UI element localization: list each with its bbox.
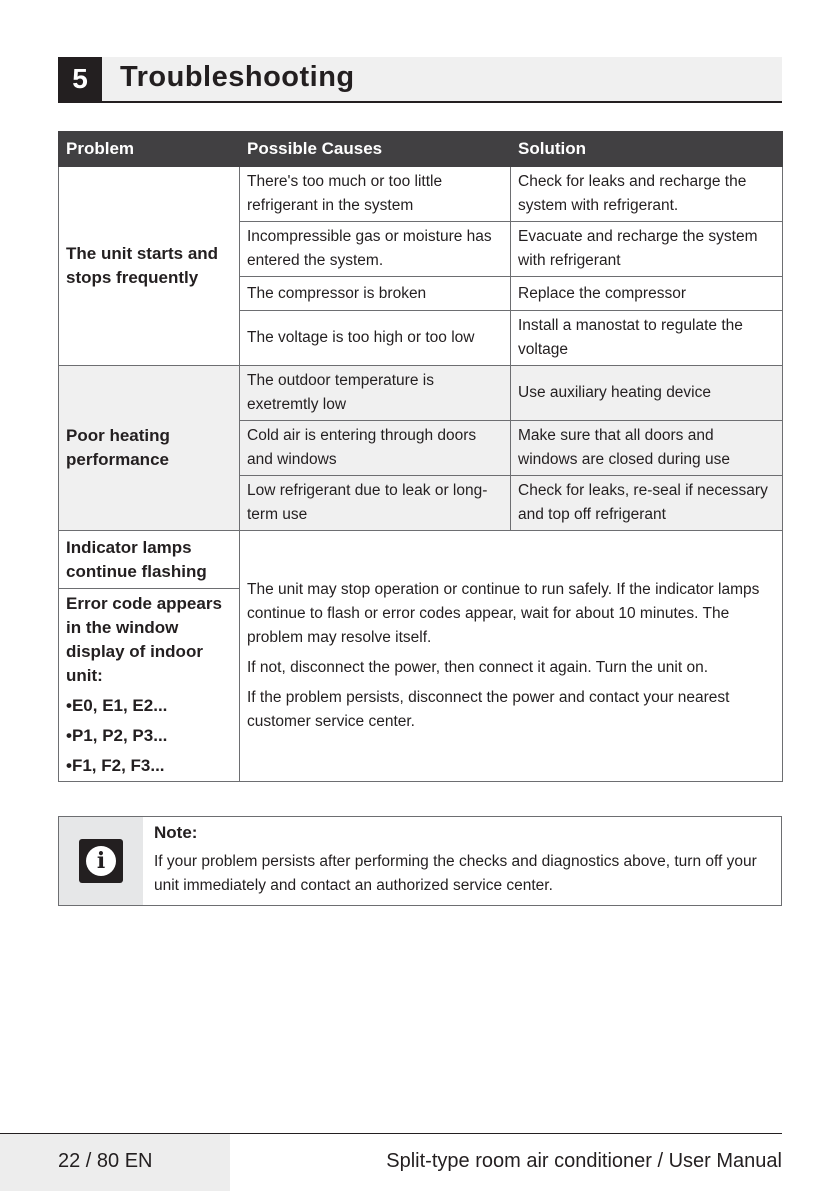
info-icon: i bbox=[79, 839, 123, 883]
solution-cell: Make sure that all doors and windows are closed during use bbox=[511, 421, 783, 476]
cause-cell: There's too much or too little refrigerant in the system bbox=[240, 167, 511, 222]
header-causes: Possible Causes bbox=[240, 132, 511, 167]
problem-cell: The unit starts and stops frequently bbox=[59, 167, 240, 366]
solution-paragraph: If the problem persists, disconnect the power and contact your nearest customer service center. bbox=[247, 689, 730, 730]
cause-cell: The voltage is too high or too low bbox=[240, 311, 511, 366]
problem-cell: Poor heating performance bbox=[59, 366, 240, 531]
group-indicator bbox=[59, 531, 783, 782]
troubleshooting-table bbox=[58, 131, 783, 782]
cause-cell: Cold air is entering through doors and windows bbox=[240, 421, 511, 476]
note-icon-cell bbox=[59, 817, 143, 905]
solution-cell: Check for leaks, re-seal if necessary and top off refrigerant bbox=[511, 476, 783, 531]
solution-cell: Install a manostat to regulate the voltage bbox=[511, 311, 783, 366]
cause-cell: Low refrigerant due to leak or long-term use bbox=[240, 476, 511, 531]
solution-paragraph: The unit may stop operation or continue to run safely. If the indicator lamps continue to flash or error codes appear, wait for about 10 minutes. The problem may resolve itself. bbox=[247, 581, 760, 646]
cause-cell: The compressor is broken bbox=[240, 277, 511, 311]
solution-cell: Replace the compressor bbox=[511, 277, 783, 311]
list-item: •P1, P2, P3... bbox=[66, 726, 168, 745]
error-code: P1, P2, P3... bbox=[71, 726, 168, 745]
header-problem: Problem bbox=[59, 132, 240, 167]
error-code: E0, E1, E2... bbox=[71, 696, 168, 715]
solution-cell: Use auxiliary heating device bbox=[511, 366, 783, 421]
solution-cell: Check for leaks and recharge the system with refrigerant. bbox=[511, 167, 783, 222]
note-box bbox=[58, 816, 782, 906]
list-item: •F1, F2, F3... bbox=[66, 756, 165, 775]
cause-cell: Incompressible gas or moisture has entered the system. bbox=[240, 222, 511, 277]
table-row bbox=[59, 167, 783, 222]
error-code: F1, F2, F3... bbox=[71, 756, 165, 775]
group-starts-stops bbox=[59, 167, 783, 366]
header-solution: Solution bbox=[511, 132, 783, 167]
table-row bbox=[59, 366, 783, 421]
manual-title: Split-type room air conditioner / User Manual bbox=[386, 1150, 782, 1172]
section-title: Troubleshooting bbox=[120, 61, 355, 93]
problem-cell: Indicator lamps continue flashing bbox=[59, 531, 240, 589]
section-header bbox=[58, 57, 782, 103]
cause-cell: The outdoor temperature is exetremtly low bbox=[240, 366, 511, 421]
error-code-list bbox=[66, 694, 232, 778]
error-code-problem: Error code appears in the window display of indoor unit: bbox=[66, 594, 222, 685]
table-row bbox=[59, 531, 783, 589]
group-poor-heating bbox=[59, 366, 783, 531]
solution-paragraph: If not, disconnect the power, then connect it again. Turn the unit on. bbox=[247, 659, 708, 676]
section-number: 5 bbox=[58, 57, 102, 101]
solution-cell: Evacuate and recharge the system with refrigerant bbox=[511, 222, 783, 277]
error-code-cell bbox=[59, 589, 240, 782]
indicator-solution-cell bbox=[240, 531, 783, 782]
note-text: If your problem persists after performing the checks and diagnostics above, turn off your unit immediately and contact an authorized service center. bbox=[154, 853, 757, 894]
footer-divider bbox=[0, 1133, 782, 1134]
page-number: 22 / 80 EN bbox=[58, 1150, 153, 1172]
note-title: Note: bbox=[154, 823, 198, 842]
list-item: •E0, E1, E2... bbox=[66, 696, 168, 715]
